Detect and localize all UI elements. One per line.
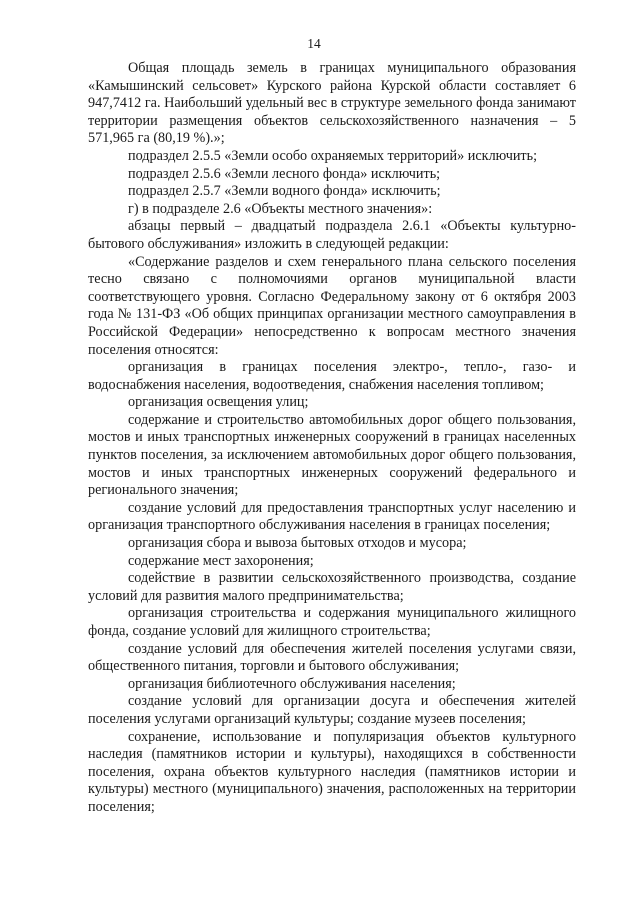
page-number: 14: [307, 36, 321, 51]
paragraph-subsection-2-5-7: подраздел 2.5.7 «Земли водного фонда» исключить;: [128, 183, 441, 200]
paragraph-subsection-2-5-6: подраздел 2.5.6 «Земли лесного фонда» исключить;: [128, 165, 441, 182]
list-item-library: организация библиотечного обслуживания населения;: [128, 675, 456, 692]
list-item-burial: содержание мест захоронения;: [128, 552, 314, 569]
paragraph-subsection-2-5-5: подраздел 2.5.5 «Земли особо охраняемых территорий» исключить;: [128, 147, 538, 164]
list-item-waste: организация сбора и вывоза бытовых отходов и мусора;: [128, 535, 467, 552]
list-item-housing: организация строительства и содержания муниципального жилищного фонда, создание условий для жилищного строительства;: [88, 605, 576, 639]
document-body: [88, 60, 576, 817]
list-item-roads: содержание и строительство автомобильных дорог общего пользования, мостов и иных транспортных инженерных сооружений в границах населенных пунктов поселения, за исключением автомобильных дорог общего пользования, мостов и иных транспортных инженерных сооружений федерального и регионального значения;: [88, 411, 576, 499]
paragraph-subsection-2-6-1: абзацы первый – двадцатый подраздела 2.6.1 «Объекты культурно-бытового обслуживания» изложить в следующей редакции:: [88, 218, 576, 252]
list-item-agriculture: содействие в развитии сельскохозяйственного производства, создание условий для развития малого предпринимательства;: [88, 570, 576, 604]
list-item-street-lighting: организация освещения улиц;: [128, 394, 309, 411]
list-item-culture: создание условий для организации досуга и обеспечения жителей поселения услугами организаций культуры; создание музеев поселения;: [88, 693, 576, 727]
paragraph-general-plan: «Содержание разделов и схем генерального плана сельского поселения тесно связано с полномочиями органов муниципальной власти соответствующего уровня. Согласно Федеральному закону от 6 октября 2003 года № 131-ФЗ «Об общих принципах организации местного самоуправления в Российской Федерации» непосредственно к вопросам местного значения поселения относятся:: [88, 253, 576, 358]
list-item-heritage: сохранение, использование и популяризация объектов культурного наследия (памятников истории и культуры), находящихся в собственности поселения, охрана объектов культурного наследия (памятников истории и культуры) местного (муниципального) значения, расположенных на территории поселения;: [88, 728, 576, 815]
paragraph-subsection-2-6: г) в подразделе 2.6 «Объекты местного значения»:: [128, 200, 433, 217]
list-item-transport: создание условий для предоставления транспортных услуг населению и организация транспортного обслуживания населения в границах поселения;: [88, 499, 576, 534]
list-item-utilities: организация в границах поселения электро-, тепло-, газо- и водоснабжения населения, водоотведения, снабжения населения топливом;: [88, 359, 576, 393]
list-item-services: создание условий для обеспечения жителей поселения услугами связи, общественного питания, торговли и бытового обслуживания;: [88, 640, 576, 675]
paragraph-land-area: Общая площадь земель в границах муниципального образования «Камышинский сельсовет» Курского района Курской области составляет 6 947,7412 га. Наибольший удельный вес в структуре земельного фонда занимают территории размещения объектов сельскохозяйственного назначения – 5 571,965 га (80,19 %).»;: [88, 60, 576, 147]
